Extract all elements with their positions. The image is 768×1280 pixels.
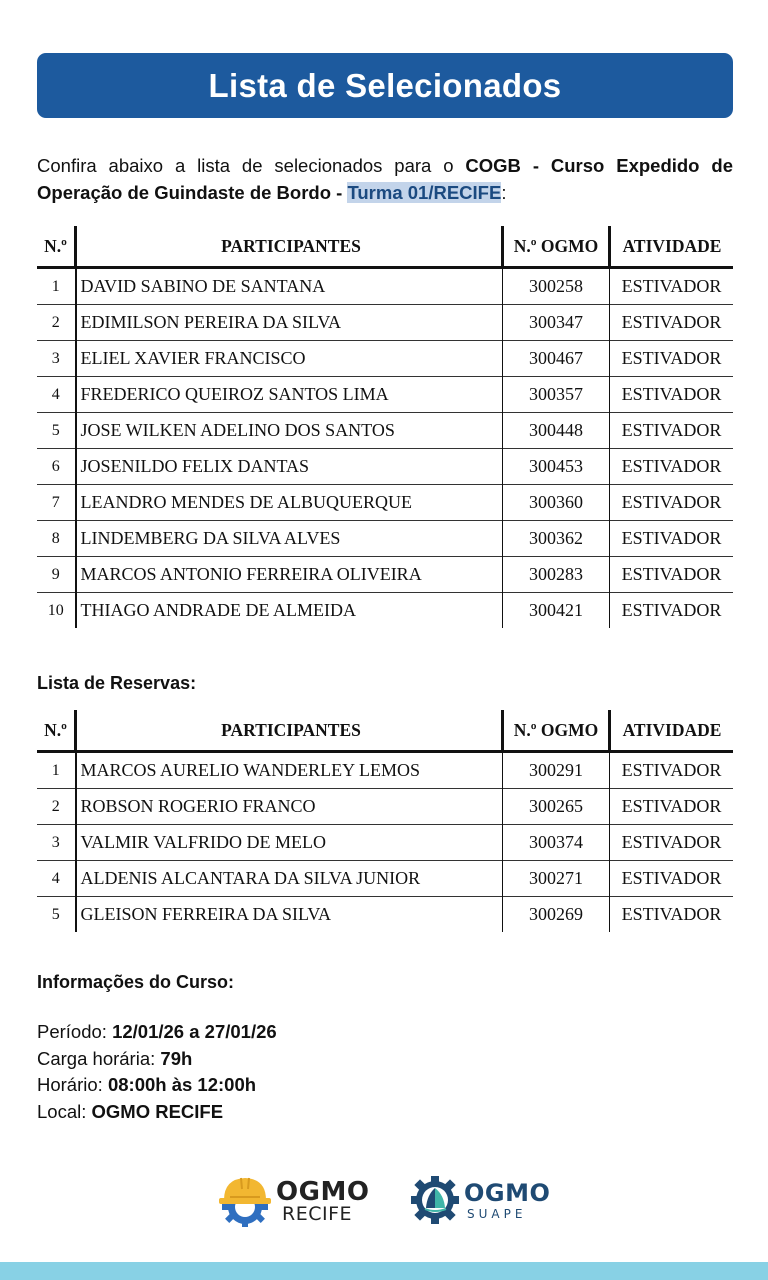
ogmo-number: 300360 <box>503 485 610 521</box>
reserves-heading: Lista de Reservas: <box>37 673 197 693</box>
ogmo-suape-logo <box>410 1175 550 1225</box>
header-no: N.º <box>37 226 76 268</box>
header-activity: ATIVIDADE <box>610 710 734 752</box>
activity: ESTIVADOR <box>610 897 734 933</box>
workload-label: Carga horária: <box>37 1047 161 1069</box>
ogmo-number: 300362 <box>503 521 610 557</box>
suape-logo-line2: SUAPE <box>467 1206 527 1221</box>
row-number: 2 <box>37 305 76 341</box>
table-row <box>37 861 733 897</box>
ogmo-number: 300421 <box>503 593 610 629</box>
row-number: 1 <box>51 277 60 295</box>
row-number: 9 <box>37 557 76 593</box>
table-header-row <box>37 710 733 752</box>
activity: ESTIVADOR <box>610 789 734 825</box>
recife-logo-line2: RECIFE <box>282 1202 353 1225</box>
location-line <box>37 1099 277 1126</box>
participant-name: JOSENILDO FELIX DANTAS <box>76 449 503 485</box>
ogmo-number: 300291 <box>503 752 610 789</box>
header-participants: PARTICIPANTES <box>76 710 503 752</box>
table-row <box>37 268 733 305</box>
row-number: 4 <box>37 377 76 413</box>
ogmo-number: 300467 <box>503 341 610 377</box>
participant-name: ROBSON ROGERIO FRANCO <box>76 789 503 825</box>
ogmo-number: 300374 <box>503 825 610 861</box>
table-row <box>37 449 733 485</box>
activity: ESTIVADOR <box>610 825 734 861</box>
ogmo-number: 300347 <box>503 305 610 341</box>
table-row <box>37 413 733 449</box>
participant-name: FREDERICO QUEIROZ SANTOS LIMA <box>76 377 503 413</box>
table-row <box>37 825 733 861</box>
row-number: 5 <box>37 413 76 449</box>
table-row <box>37 377 733 413</box>
page-title: Lista de Selecionados <box>208 66 562 104</box>
logos <box>0 1170 768 1234</box>
row-number: 10 <box>37 593 76 629</box>
bottom-bar <box>0 1262 768 1280</box>
row-number: 7 <box>37 485 76 521</box>
activity: ESTIVADOR <box>610 305 734 341</box>
row-number: 3 <box>37 341 76 377</box>
course-info-heading: Informações do Curso: <box>37 972 235 992</box>
ogmo-number: 300269 <box>503 897 610 933</box>
course-name: COGB - Curso Expedido de Operação de Guindaste de Bordo - <box>37 155 733 203</box>
participant-name: LINDEMBERG DA SILVA ALVES <box>76 521 503 557</box>
ogmo-number: 300258 <box>503 268 610 305</box>
participant-name: MARCOS AURELIO WANDERLEY LEMOS <box>76 752 503 789</box>
intro-paragraph <box>37 152 733 206</box>
ogmo-recife-logo <box>218 1173 369 1229</box>
table-row <box>37 521 733 557</box>
activity: ESTIVADOR <box>610 861 734 897</box>
gear-sail-icon <box>410 1175 460 1225</box>
header-activity: ATIVIDADE <box>610 226 734 268</box>
row-number: 8 <box>37 521 76 557</box>
period-line <box>37 1019 277 1046</box>
row-number: 2 <box>37 789 76 825</box>
activity: ESTIVADOR <box>610 752 734 789</box>
activity: ESTIVADOR <box>610 377 734 413</box>
activity: ESTIVADOR <box>610 341 734 377</box>
workload-value: 79h <box>160 1047 193 1069</box>
activity: ESTIVADOR <box>610 485 734 521</box>
table-row <box>37 897 733 933</box>
schedule-value: 08:00h às 12:00h <box>107 1074 257 1095</box>
activity: ESTIVADOR <box>610 449 734 485</box>
class-highlight: Turma 01/RECIFE <box>347 182 502 203</box>
participant-name: GLEISON FERREIRA DA SILVA <box>76 897 503 933</box>
schedule-line <box>37 1072 277 1099</box>
ogmo-number: 300448 <box>503 413 610 449</box>
activity: ESTIVADOR <box>610 413 734 449</box>
ogmo-recife-wordmark <box>276 1176 370 1225</box>
participant-name: VALMIR VALFRIDO DE MELO <box>76 825 503 861</box>
table-row <box>37 557 733 593</box>
participant-name: EDIMILSON PEREIRA DA SILVA <box>76 305 503 341</box>
header-ogmo: N.º OGMO <box>503 226 610 268</box>
header-ogmo: N.º OGMO <box>503 710 610 752</box>
participant-name: THIAGO ANDRADE DE ALMEIDA <box>76 593 503 629</box>
reserves-table <box>37 710 733 932</box>
participant-name: ALDENIS ALCANTARA DA SILVA JUNIOR <box>76 861 503 897</box>
intro-suffix: : <box>501 182 507 203</box>
suape-logo-line1: OGMO <box>464 1178 551 1207</box>
header-participants: PARTICIPANTES <box>76 226 503 268</box>
workload-line <box>37 1046 277 1073</box>
activity: ESTIVADOR <box>610 521 734 557</box>
row-number: 1 <box>51 761 60 779</box>
activity: ESTIVADOR <box>610 557 734 593</box>
participant-name: JOSE WILKEN ADELINO DOS SANTOS <box>76 413 503 449</box>
table-header-row <box>37 226 733 268</box>
location-label: Local: <box>37 1100 92 1122</box>
period-value: 12/01/26 a 27/01/26 <box>112 1021 277 1042</box>
activity: ESTIVADOR <box>610 268 734 305</box>
table-row <box>37 341 733 377</box>
schedule-label: Horário: <box>37 1074 108 1095</box>
participant-name: LEANDRO MENDES DE ALBUQUERQUE <box>76 485 503 521</box>
ogmo-number: 300357 <box>503 377 610 413</box>
table-row <box>37 593 733 629</box>
row-number: 4 <box>37 861 76 897</box>
ogmo-number: 300271 <box>503 861 610 897</box>
participant-name: ELIEL XAVIER FRANCISCO <box>76 341 503 377</box>
table-row <box>37 485 733 521</box>
row-number: 6 <box>37 449 76 485</box>
ogmo-number: 300265 <box>503 789 610 825</box>
participant-name: MARCOS ANTONIO FERREIRA OLIVEIRA <box>76 557 503 593</box>
hardhat-gear-icon <box>218 1173 272 1229</box>
recife-logo-line1: OGMO <box>276 1176 370 1207</box>
title-banner <box>37 53 733 118</box>
table-row <box>37 305 733 341</box>
period-label: Período: <box>37 1021 113 1042</box>
selected-table <box>37 226 733 628</box>
row-number: 3 <box>37 825 76 861</box>
course-info <box>37 1019 277 1125</box>
ogmo-number: 300453 <box>503 449 610 485</box>
ogmo-suape-wordmark <box>464 1178 551 1221</box>
ogmo-number: 300283 <box>503 557 610 593</box>
location-value: OGMO RECIFE <box>91 1100 224 1122</box>
table-row <box>37 752 733 789</box>
activity: ESTIVADOR <box>610 593 734 629</box>
table-row <box>37 789 733 825</box>
header-no: N.º <box>37 710 76 752</box>
intro-prefix: Confira abaixo a lista de selecionados para o <box>37 155 466 176</box>
row-number: 5 <box>37 897 76 933</box>
participant-name: DAVID SABINO DE SANTANA <box>76 268 503 305</box>
